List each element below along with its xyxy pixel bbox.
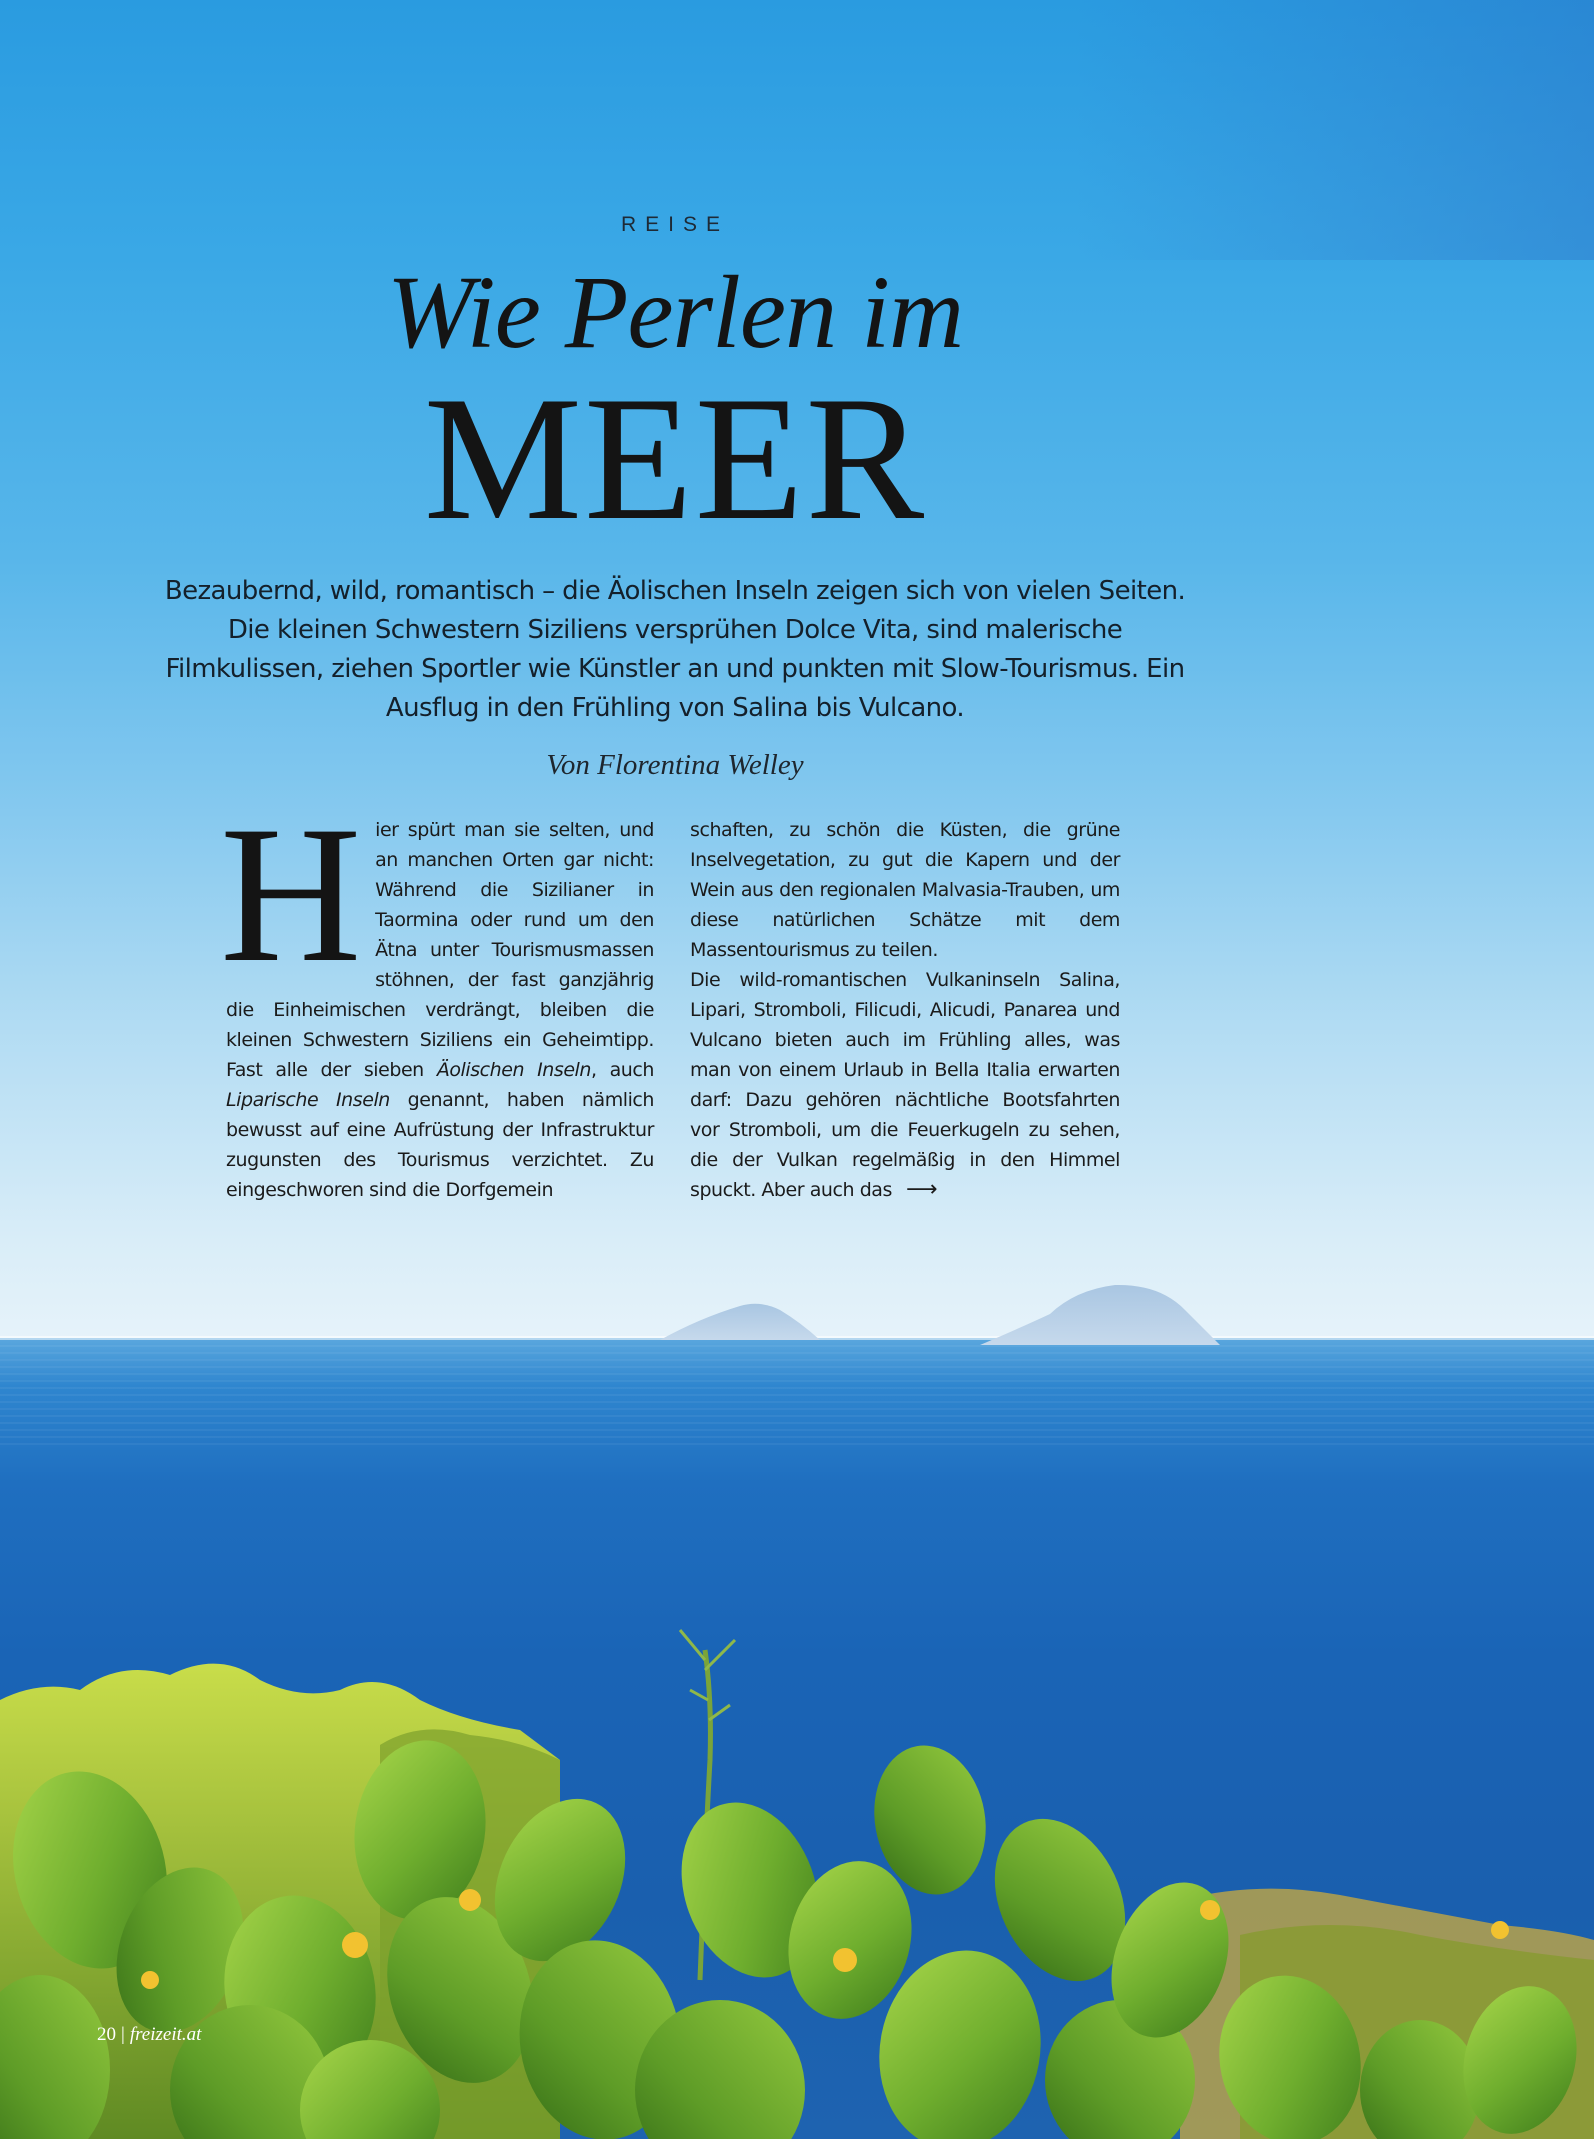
body-paragraph-wrap bbox=[690, 965, 1120, 1205]
headline-line2: MEER bbox=[423, 359, 927, 557]
body-paragraph: Die wild-romantischen Vulkaninseln Salina, Lipari, Stromboli, Filicudi, Alicudi, Panarea und Vulcano bieten auch im Frühling alles, was man von einem Urlaub in Bella Italia erwarten darf: Dazu gehören nächtliche Bootsfahrten vor Stromboli, um die Feuerkugeln zu sehen, die der Vulkan regelmäßig in den Himmel spuckt. Aber auch das bbox=[690, 969, 1120, 1201]
arrow-right-icon: ⟶ bbox=[905, 1177, 938, 1202]
body-paragraph: schaften, zu schön die Küsten, die grüne Inselvegetation, zu gut die Kapern und der Wein aus den regionalen Malvasia-Trauben, um diese natürlichen Schätze mit dem Massentourismus zu teilen. bbox=[690, 819, 1120, 961]
body-text: ier spürt man sie selten, und an manchen Orten gar nicht: Während die Sizilianer in Taormina oder rund um den Ätna unter Tourismusmassen stöhnen, der fast ganzjährig die Einheimischen verdrängt, bleiben die kleinen Schwestern Siziliens ein Geheimtipp. Fast alle der sieben bbox=[226, 819, 654, 1081]
headline-line1: Wie Perlen im bbox=[386, 255, 964, 370]
drop-cap: H bbox=[220, 786, 362, 1003]
island-left bbox=[660, 1304, 820, 1340]
page-number: 20 bbox=[97, 2024, 116, 2045]
footer-separator: | bbox=[121, 2024, 125, 2045]
article-column-2 bbox=[690, 815, 1120, 1205]
section-label: REISE bbox=[620, 213, 730, 236]
lead-paragraph: Bezaubernd, wild, romantisch – die Äolischen Inseln zeigen sich von vielen Seiten. Die kleinen Schwestern Siziliens versprühen Dolce Vita, sind malerische Filmkulissen, ziehen Sportler wie Künstler an und punkten mit Slow-Tourismus. Ein Ausflug in den Frühling von Salina bis Vulcano. bbox=[164, 576, 1186, 723]
body-text: genannt, haben nämlich bewusst auf eine Aufrüstung der Infrastruktur zugunsten des Tourismus verzichtet. Zu eingeschworen sind die Dorfgemein bbox=[226, 1089, 654, 1201]
footer-site: freizeit.at bbox=[129, 2024, 202, 2045]
byline: Von Florentina Welley bbox=[546, 749, 804, 781]
page-footer bbox=[97, 2024, 201, 2046]
body-text: , auch bbox=[590, 1059, 654, 1081]
island-right bbox=[980, 1285, 1220, 1345]
body-emphasis: Äolischen Inseln bbox=[436, 1059, 591, 1081]
body-emphasis: Liparische Inseln bbox=[226, 1089, 390, 1111]
article-column-1 bbox=[220, 786, 654, 1205]
